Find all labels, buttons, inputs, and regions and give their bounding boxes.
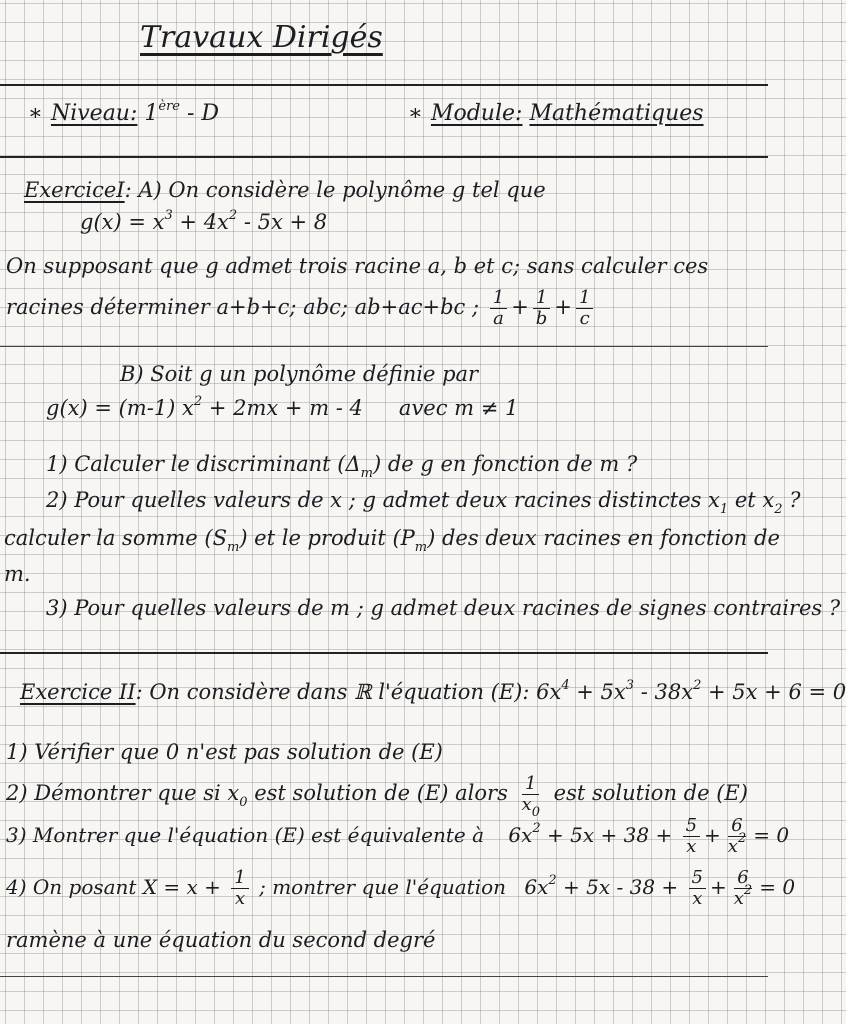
exercise1-heading: ExerciceI: A) On considère le polynôme g tel que: [24, 178, 546, 202]
bullet-icon: ∗: [28, 101, 43, 126]
header-divider-bottom: [0, 156, 768, 158]
exercise1-question-2-end: m.: [4, 562, 31, 586]
page-title: Travaux Dirigés: [140, 20, 383, 55]
exercise1-question-2-cont: calculer la somme $(S_m)$ et le produit $(P_m)$ des deux racines en fonction de: [4, 526, 780, 555]
exercise1-question-2: 2) Pour quelles valeurs de x ; g admet deux racines distinctes $x_1$ et $x_2$ ?: [46, 488, 801, 517]
header-divider-top: [0, 84, 768, 86]
fraction-5-over-x: $\frac{5}{x}$: [689, 868, 706, 909]
fraction-1-over-x: $\frac{1}{x}$: [231, 868, 248, 909]
module-value: Mathématiques: [529, 101, 704, 126]
exercise2-question-3: 3) Montrer que l'équation (E) est équivalente à $6x^2 + 5x + 38$ + $\frac{5}{x}$ + $\frac{6}{x^2}$ = 0: [6, 815, 790, 857]
exercise1-partA-text-1: On supposant que g admet trois racine a, b et c; sans calculer ces: [6, 254, 709, 278]
fraction-6-over-x2: $\frac{6}{x^2}$: [727, 815, 747, 857]
exercise-divider: [0, 652, 768, 654]
exercise2-heading: Exercice II: On considère dans ℝ l'équation (E): $6x^4 + 5x^3 - 38x^2 + 5x + 6 = 0$: [20, 678, 846, 704]
fraction-1-over-x0: $\frac{1}{x_0}$: [521, 773, 540, 820]
exercise1-question-3: 3) Pour quelles valeurs de m ; g admet deux racines de signes contraires ?: [46, 596, 841, 620]
fraction-1-over-c: $\frac{1}{c}$: [576, 288, 593, 329]
module-label: ∗ Module: Mathématiques: [408, 101, 704, 126]
bottom-divider: [0, 976, 768, 977]
fraction-6-over-x2: $\frac{6}{x^2}$: [733, 867, 753, 909]
exercise2-question-1: 1) Vérifier que 0 n'est pas solution de (E): [6, 740, 443, 764]
exercise1-partB-heading: B) Soit g un polynôme définie par: [120, 362, 479, 386]
level-label: ∗ Niveau: 1ère - D: [28, 99, 220, 126]
section-divider: [0, 346, 768, 347]
exercise2-question-2: 2) Démontrer que si $x_0$ est solution de (E) alors $\frac{1}{x_0}$ est solution de (E): [6, 773, 748, 820]
exercise1-question-1: 1) Calculer le discriminant $(\Delta_m)$ de g en fonction de m ?: [46, 452, 638, 481]
exercise2-question-4: 4) On posant X = x + $\frac{1}{x}$ ; montrer que l'équation $6x^2 + 5x - 38$ + $\frac{5}{x}$ + $\frac{6}{x^2}$ = 0: [6, 867, 796, 909]
fraction-1-over-a: $\frac{1}{a}$: [490, 288, 507, 329]
fraction-1-over-b: $\frac{1}{b}$: [533, 288, 551, 329]
exercise2-question-4-cont: ramène à une équation du second degré: [6, 928, 436, 952]
exercise1-polynomial-gm: g(x) = (m-1) $x^2 + 2mx + m - 4$ avec m ≠ 1: [46, 394, 519, 420]
exercise1-polynomial-g: $g(x) = x^3 + 4x^2 - 5x + 8$: [80, 208, 328, 234]
bullet-icon: ∗: [408, 101, 423, 126]
level-value: 1ère - D: [144, 99, 220, 126]
fraction-5-over-x: $\frac{5}{x}$: [683, 816, 700, 857]
exercise1-partA-text-2: racines déterminer a+b+c; abc; ab+ac+bc ; $\frac{1}{a}$ + $\frac{1}{b}$ + $\frac{1}{c}$: [6, 288, 597, 329]
